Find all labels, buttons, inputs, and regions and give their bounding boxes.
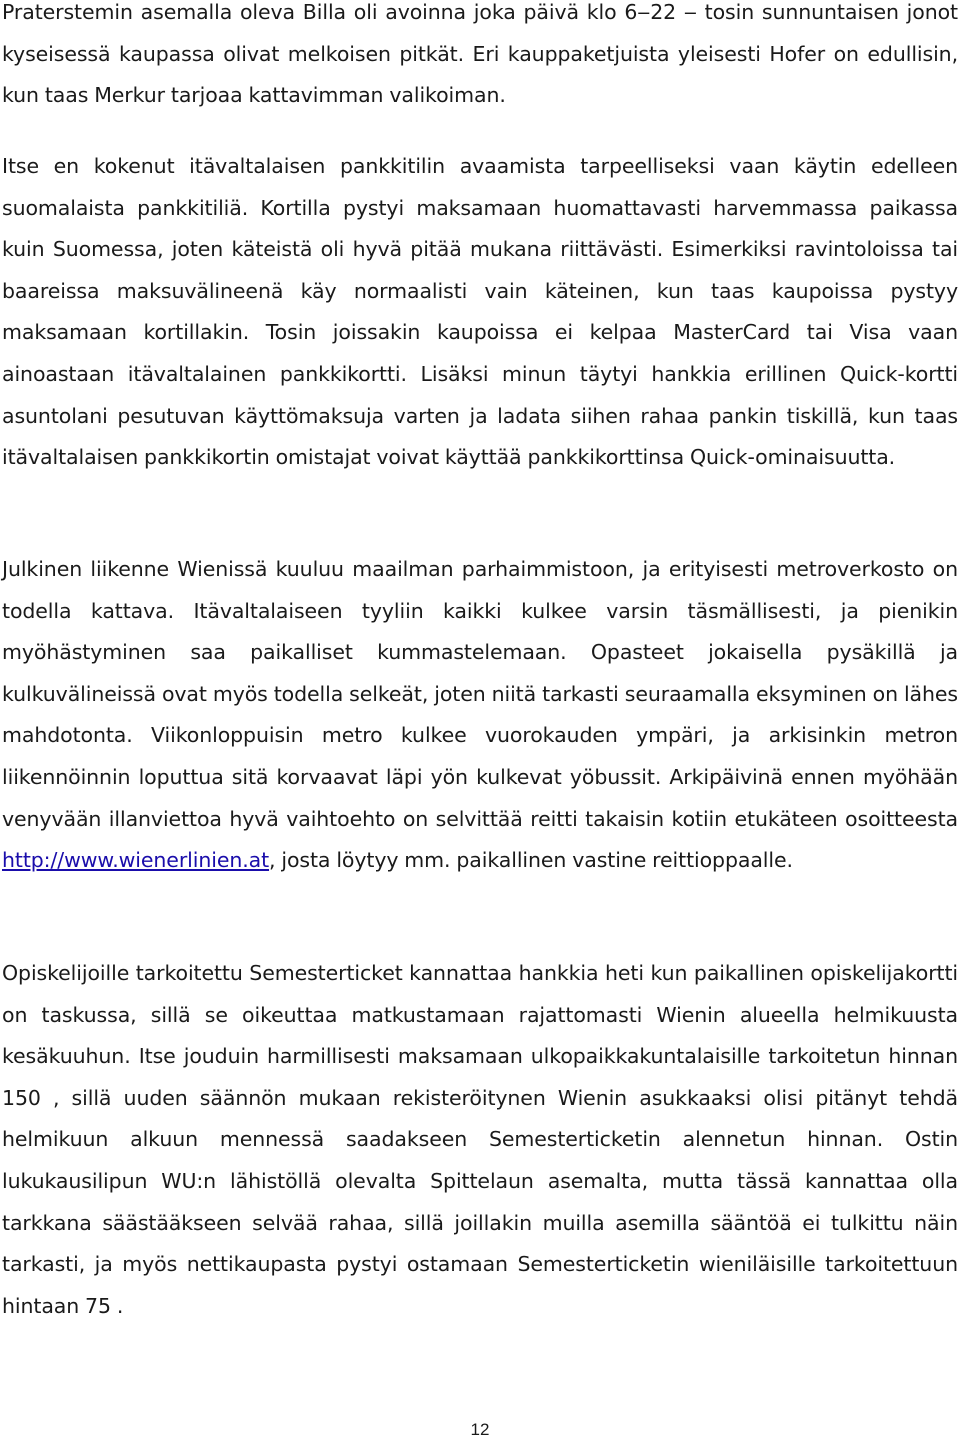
paragraph-public-transport [2, 549, 958, 882]
paragraph-shopping: Praterstemin asemalla oleva Billa oli avoinna joka päivä klo 6‒22 ‒ tosin sunnuntaisen jonot kyseisessä kaupassa olivat melkoisen pitkät. Eri kauppaketjuista yleisesti Hofer on edullisin, kun taas Merkur tarjoaa kattavimman valikoiman. [2, 0, 958, 108]
paragraph-semesterticket: Opiskelijoille tarkoitettu Semesterticket kannattaa hankkia heti kun paikallinen opiskelijakortti on taskussa, sillä se oikeuttaa matkustamaan rajattomasti Wienin alueella helmikuusta kesäkuuhun. Itse jouduin harmillisesti maksamaan ulkopaikkakuntalaisille tarkoitetun hinnan 150 , sillä uuden säännön mukaan rekisteröitynen Wienin asukkaaksi olisi pitänyt tehdä helmikuun alkuun mennessä saadakseen Semesterticketin alennetun hinnan. Ostin lukukausilipun WU:n lähistöllä olevalta Spittelaun asemalta, mutta tässä kannattaa olla tarkkana säästääkseen selvää rahaa, sillä joillakin muilla asemilla sääntöä ei tulkittu näin tarkasti, ja myös nettikaupasta pystyi ostamaan Semesterticketin wienіläisille tarkoitettuun hintaan 75 . [2, 961, 958, 1318]
paragraph-text-before-link: Julkinen liikenne Wienissä kuuluu maailman parhaimmistoon, ja erityisesti metroverkosto on todella kattava. Itävaltalaiseen tyyliin kaikki kulkee varsin täsmällisesti, ja pienikin myöhästyminen saa paikalliset kummastelemaan. Opasteet jokaisella pysäkillä ja kulkuvälineissä ovat myös todella selkeät, joten niitä tarkasti seuraamalla eksyminen on lähes mahdotonta. Viikonloppuisin metro kulkee vuorokauden ympäri, ja arkisinkin metron liikennöinnin loputtua sitä korvaavat läpi yön kulkevat yöbussit. Arkipäivinä ennen myöhään venyvään illanviettoa hyvä vaihtoehto on selvittää reitti takaisin kotiin etukäteen osoitteesta [2, 557, 958, 831]
page-number: 12 [470, 1420, 490, 1439]
paragraph-banking: Itse en kokenut itävaltalaisen pankkitilin avaamista tarpeelliseksi vaan käytin edelleen suomalaista pankkitiliä. Kortilla pystyi maksamaan huomattavasti harvemmassa paikassa kuin Suomessa, joten käteistä oli hyvä pitää mukana riittävästi. Esimerkiksi ravintoloissa tai baareissa maksuvälineenä käy normaalisti vain käteinen, kun taas kaupoissa pystyy maksamaan kortillakin. Tosin joissakin kaupoissa ei kelpaa MasterCard tai Visa vaan ainoastaan itävaltalainen pankkikortti. Lisäksi minun täytyi hankkia erillinen Quick-kortti asuntolani pesutuvan käyttömaksuja varten ja ladata siihen rahaa pankin tiskillä, kun taas itävaltalaisen pankkikortin omistajat voivat käyttää pankkikorttinsa Quick-ominaisuutta. [2, 154, 958, 470]
wienerlinien-link[interactable]: http://www.wienerlinien.at [2, 848, 270, 873]
paragraph-text-after-link: , josta löytyy mm. paikallinen vastine reittioppaalle. [269, 848, 793, 873]
